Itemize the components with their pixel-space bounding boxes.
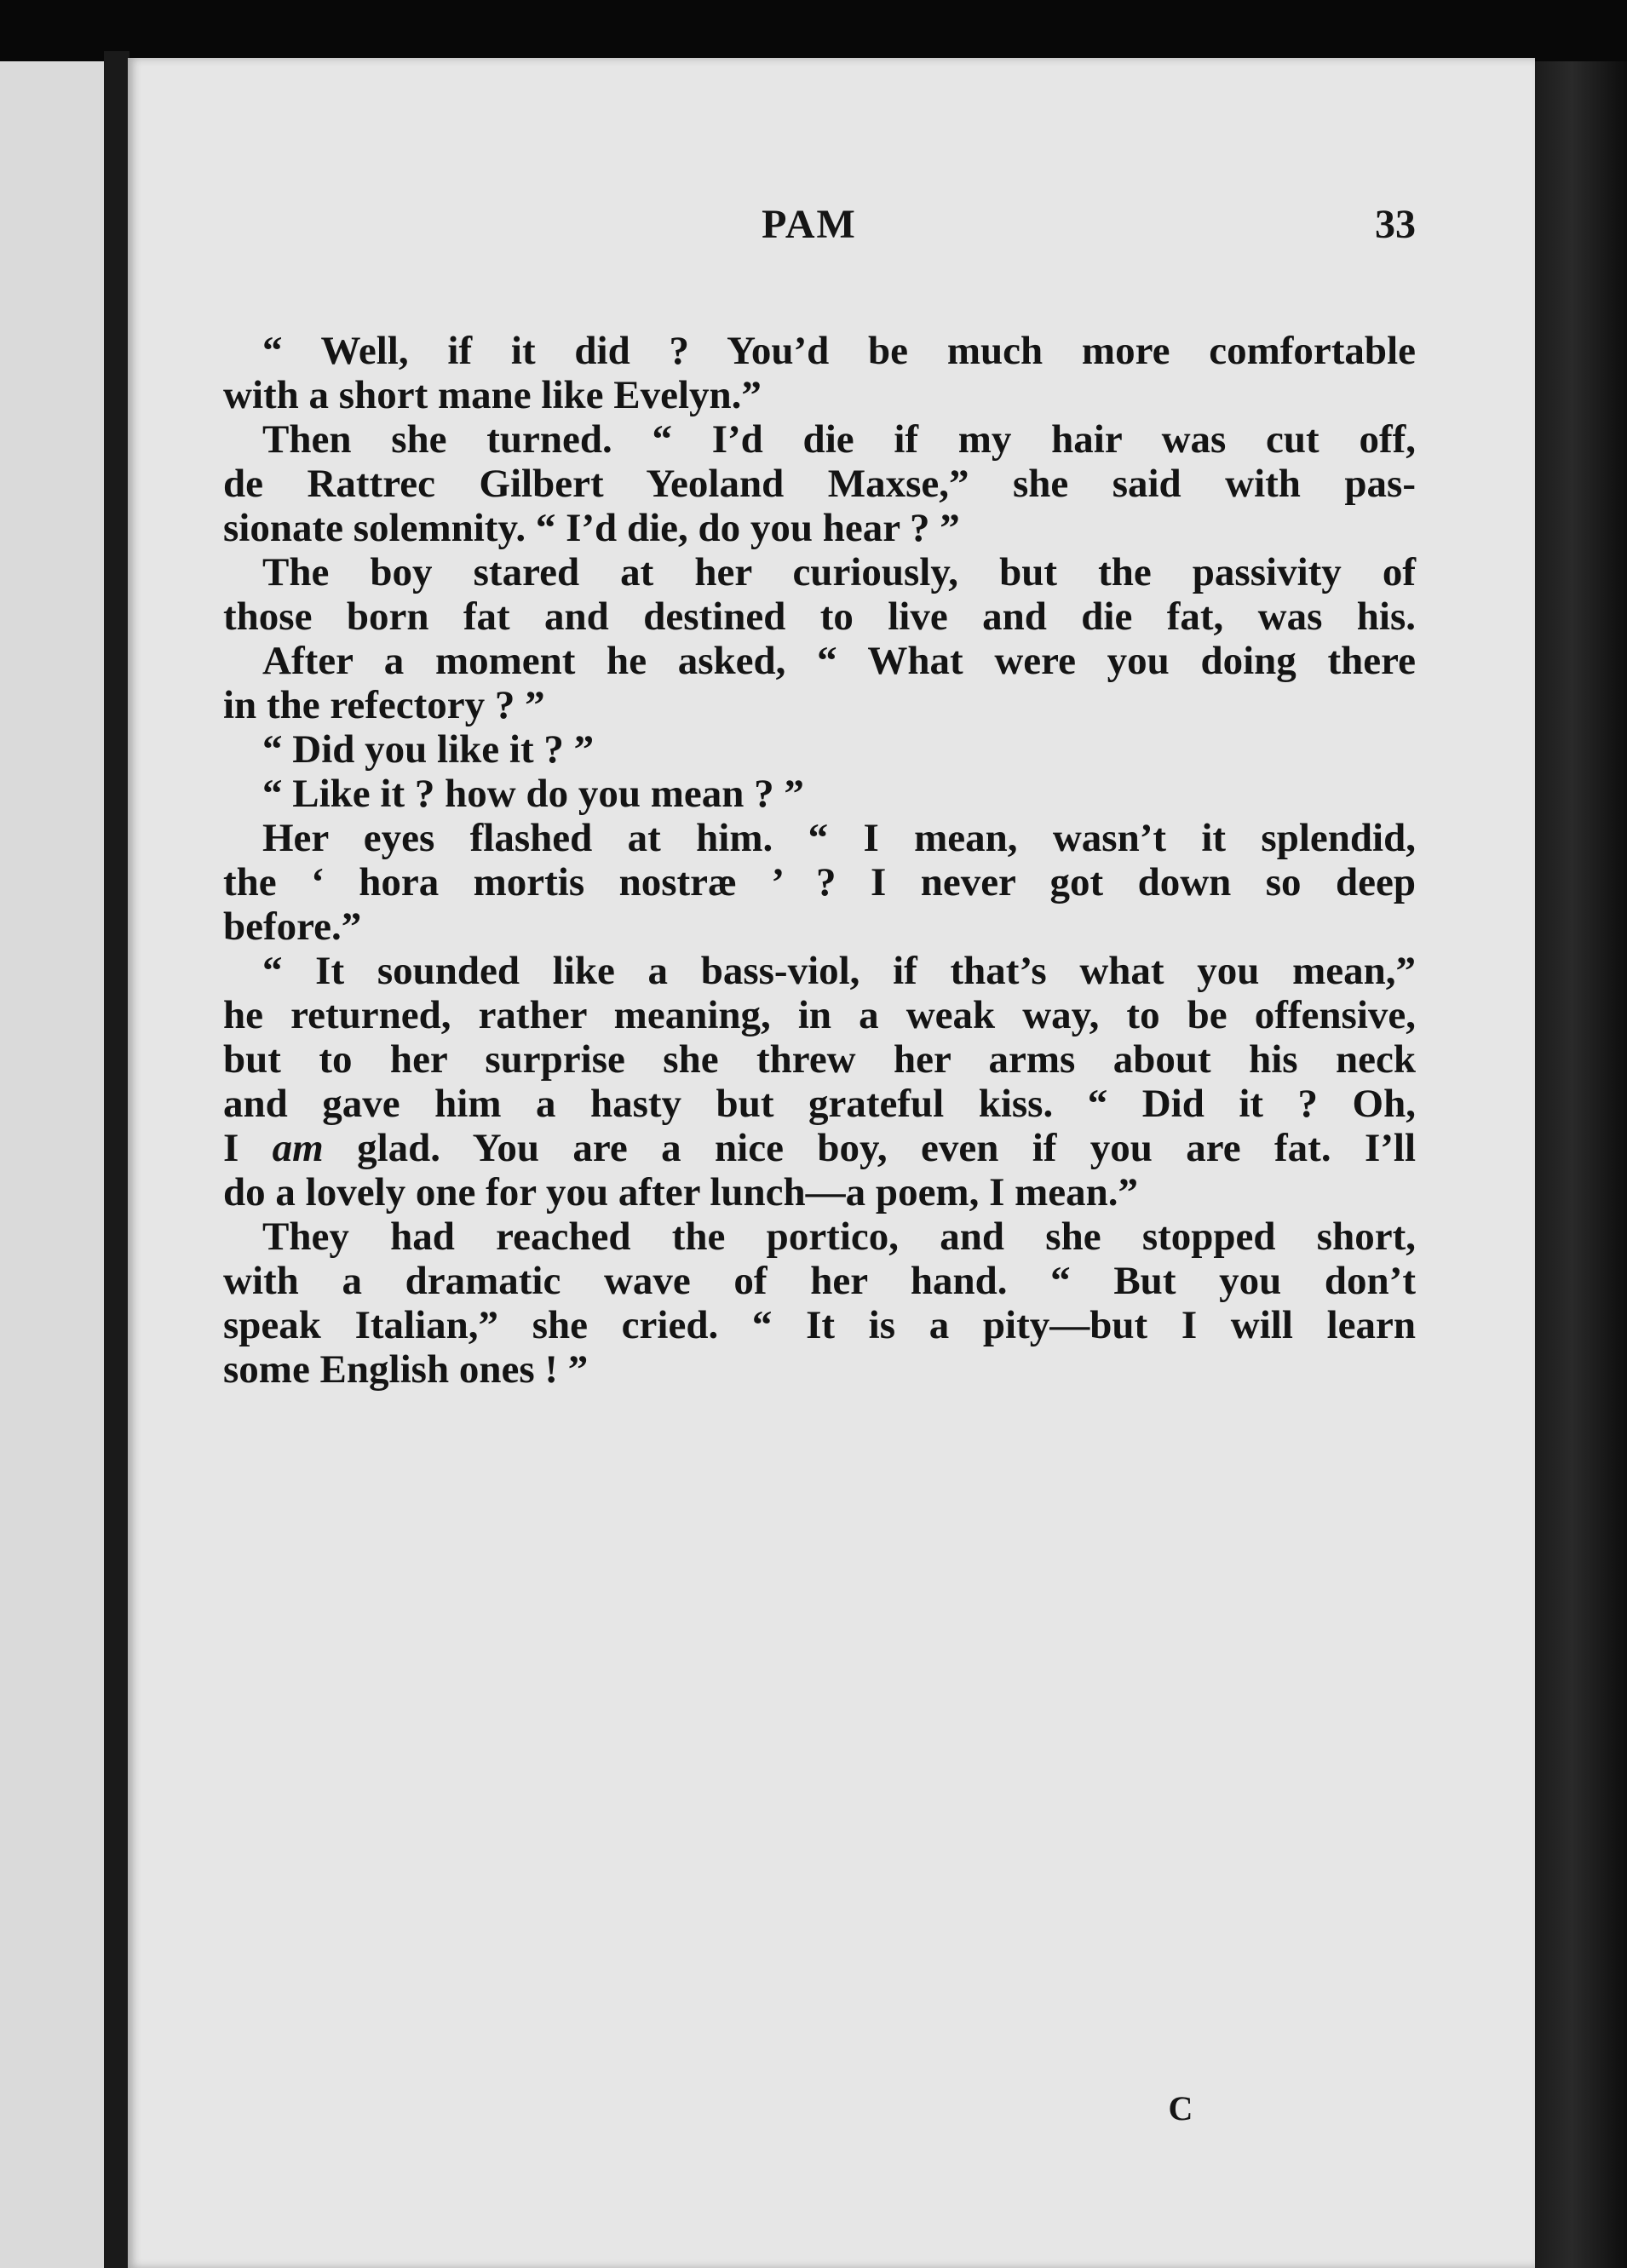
text-line: “ It sounded like a bass-viol, if that’s what you mean,” [262, 949, 1416, 993]
text-line: They had reached the portico, and she stopped short, [262, 1214, 1416, 1259]
text-line: After a moment he asked, “ What were you doing there [262, 639, 1416, 683]
text-line: but to her surprise she threw her arms about his neck [223, 1037, 1416, 1082]
text-line: “ Like it ? how do you mean ? ” [262, 772, 804, 816]
signature-mark: C [1168, 2089, 1193, 2127]
text-line: Then she turned. “ I’d die if my hair was cut off, [262, 417, 1416, 462]
text-line: some English ones ! ” [223, 1347, 589, 1392]
text-fragment: glad. You are a nice boy, even if you are fat. I’ll [357, 1126, 1417, 1170]
text-fragment: I [223, 1126, 239, 1170]
text-line: “ Did you like it ? ” [262, 727, 595, 772]
text-line: The boy stared at her curiously, but the passivity of [262, 550, 1416, 594]
book-fore-edge [1535, 61, 1627, 2268]
page-number: 33 [1375, 202, 1416, 247]
text-line: “ Well, if it did ? You’d be much more comfortable [262, 329, 1416, 373]
text-line: in the refectory ? ” [223, 683, 545, 727]
book-gutter [104, 51, 129, 2268]
book-page [128, 58, 1535, 2268]
text-line: with a dramatic wave of her hand. “ But you don’t [223, 1259, 1416, 1303]
text-line: those born fat and destined to live and die fat, was his. [223, 594, 1416, 639]
text-line: speak Italian,” she cried. “ It is a pity—but I will learn [223, 1303, 1416, 1347]
text-line: he returned, rather meaning, in a weak way, to be offensive, [223, 993, 1416, 1037]
text-line: sionate solemnity. “ I’d die, do you hear ? ” [223, 506, 960, 550]
text-line-with-italic [223, 1126, 1416, 1170]
running-head-title: PAM [762, 202, 857, 247]
text-line: de Rattrec Gilbert Yeoland Maxse,” she said with pas- [223, 462, 1416, 506]
text-line: with a short mane like Evelyn.” [223, 373, 762, 417]
text-line: the ‘ hora mortis nostræ ’ ? I never got down so deep [223, 860, 1416, 904]
left-page-edge [0, 61, 104, 2268]
text-line: and gave him a hasty but grateful kiss. “ Did it ? Oh, [223, 1082, 1416, 1126]
text-line: do a lovely one for you after lunch—a poem, I mean.” [223, 1170, 1139, 1214]
text-line: Her eyes flashed at him. “ I mean, wasn’t it splendid, [262, 816, 1416, 860]
italic-word: am [272, 1126, 324, 1170]
running-head [128, 201, 1535, 269]
body-text [223, 329, 1416, 1392]
text-line: before.” [223, 904, 362, 949]
